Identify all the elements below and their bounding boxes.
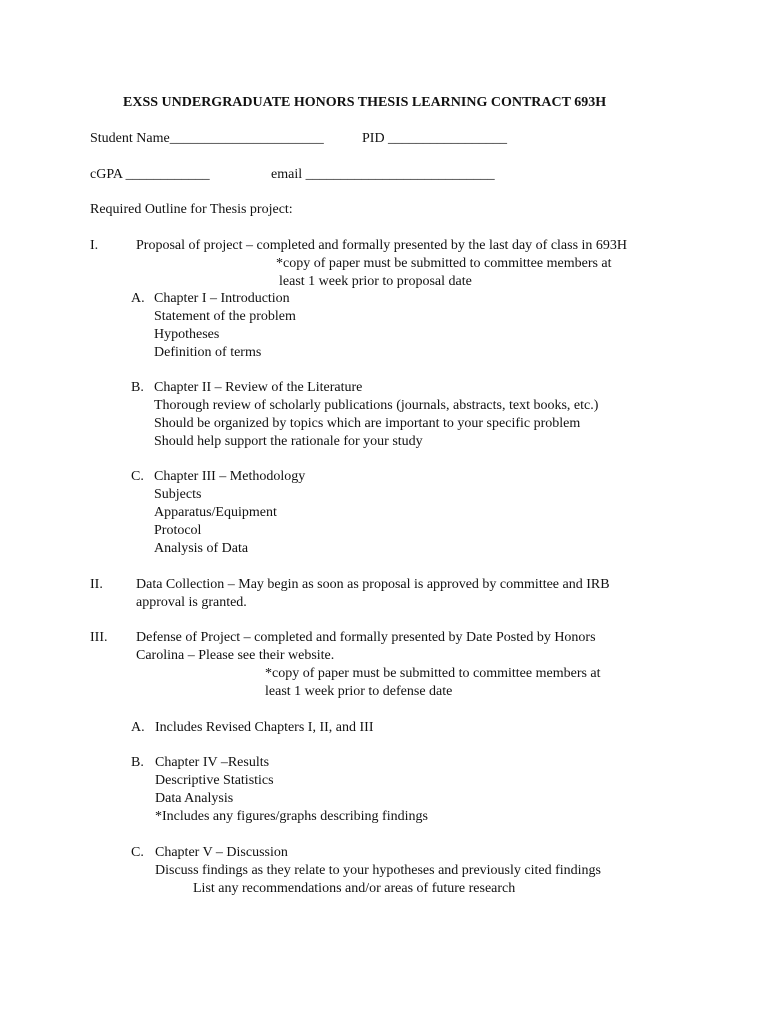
student-name-field[interactable]: Student Name______________________ (90, 131, 324, 146)
section-1b-item: Thorough review of scholarly publications (journals, abstracts, text books, etc.) (154, 398, 599, 413)
section-3-line-1: Defense of Project – completed and formally presented by Date Posted by Honors (136, 630, 596, 645)
outline-heading: Required Outline for Thesis project: (90, 202, 293, 217)
section-1b-item: Should help support the rationale for your study (154, 434, 423, 449)
section-1-numeral: I. (90, 238, 99, 253)
section-1b-label: B. (131, 380, 144, 395)
section-3a-label: A. (131, 720, 145, 735)
section-3-line-2: Carolina – Please see their website. (136, 648, 335, 663)
section-1a-item: Statement of the problem (154, 309, 296, 324)
section-3-numeral: III. (90, 630, 108, 645)
section-1c-item: Subjects (154, 487, 202, 502)
section-1-note-line-1: *copy of paper must be submitted to committee members at (276, 256, 612, 271)
pid-field[interactable]: PID _________________ (362, 131, 508, 146)
section-1a-item: Definition of terms (154, 345, 262, 360)
section-1-note-line-2: least 1 week prior to proposal date (279, 274, 472, 289)
section-1c-item: Apparatus/Equipment (154, 505, 277, 520)
section-1c-item: Protocol (154, 523, 202, 538)
section-3-note-line-1: *copy of paper must be submitted to committee members at (265, 666, 601, 681)
section-3b-title: Chapter IV –Results (155, 755, 270, 770)
section-1a-label: A. (131, 291, 145, 306)
section-1a-title: Chapter I – Introduction (154, 291, 290, 306)
section-1a-item: Hypotheses (154, 327, 220, 342)
cgpa-field[interactable]: cGPA ____________ (90, 167, 210, 182)
section-3b-item: Descriptive Statistics (155, 773, 274, 788)
document-title: EXSS UNDERGRADUATE HONORS THESIS LEARNING CONTRACT 693H (123, 95, 607, 110)
section-3b-label: B. (131, 755, 144, 770)
section-1b-item: Should be organized by topics which are important to your specific problem (154, 416, 581, 431)
section-3a-title: Includes Revised Chapters I, II, and III (155, 720, 374, 735)
section-3c-item: Discuss findings as they relate to your hypotheses and previously cited findings (155, 863, 601, 878)
section-1c-title: Chapter III – Methodology (154, 469, 306, 484)
section-1c-item: Analysis of Data (154, 541, 249, 556)
section-3c-label: C. (131, 845, 144, 860)
section-3c-title: Chapter V – Discussion (155, 845, 288, 860)
section-1c-label: C. (131, 469, 144, 484)
section-3-note-line-2: least 1 week prior to defense date (265, 684, 453, 699)
email-field[interactable]: email ___________________________ (271, 167, 495, 182)
section-2-line-2: approval is granted. (136, 595, 247, 610)
section-1-text: Proposal of project – completed and formally presented by the last day of class in 693H (136, 238, 628, 253)
section-1b-title: Chapter II – Review of the Literature (154, 380, 363, 395)
section-3b-item: *Includes any figures/graphs describing findings (155, 809, 428, 824)
section-3c-item: List any recommendations and/or areas of future research (193, 881, 516, 896)
section-2-numeral: II. (90, 577, 103, 592)
section-2-line-1: Data Collection – May begin as soon as proposal is approved by committee and IRB (136, 577, 610, 592)
section-3b-item: Data Analysis (155, 791, 234, 806)
